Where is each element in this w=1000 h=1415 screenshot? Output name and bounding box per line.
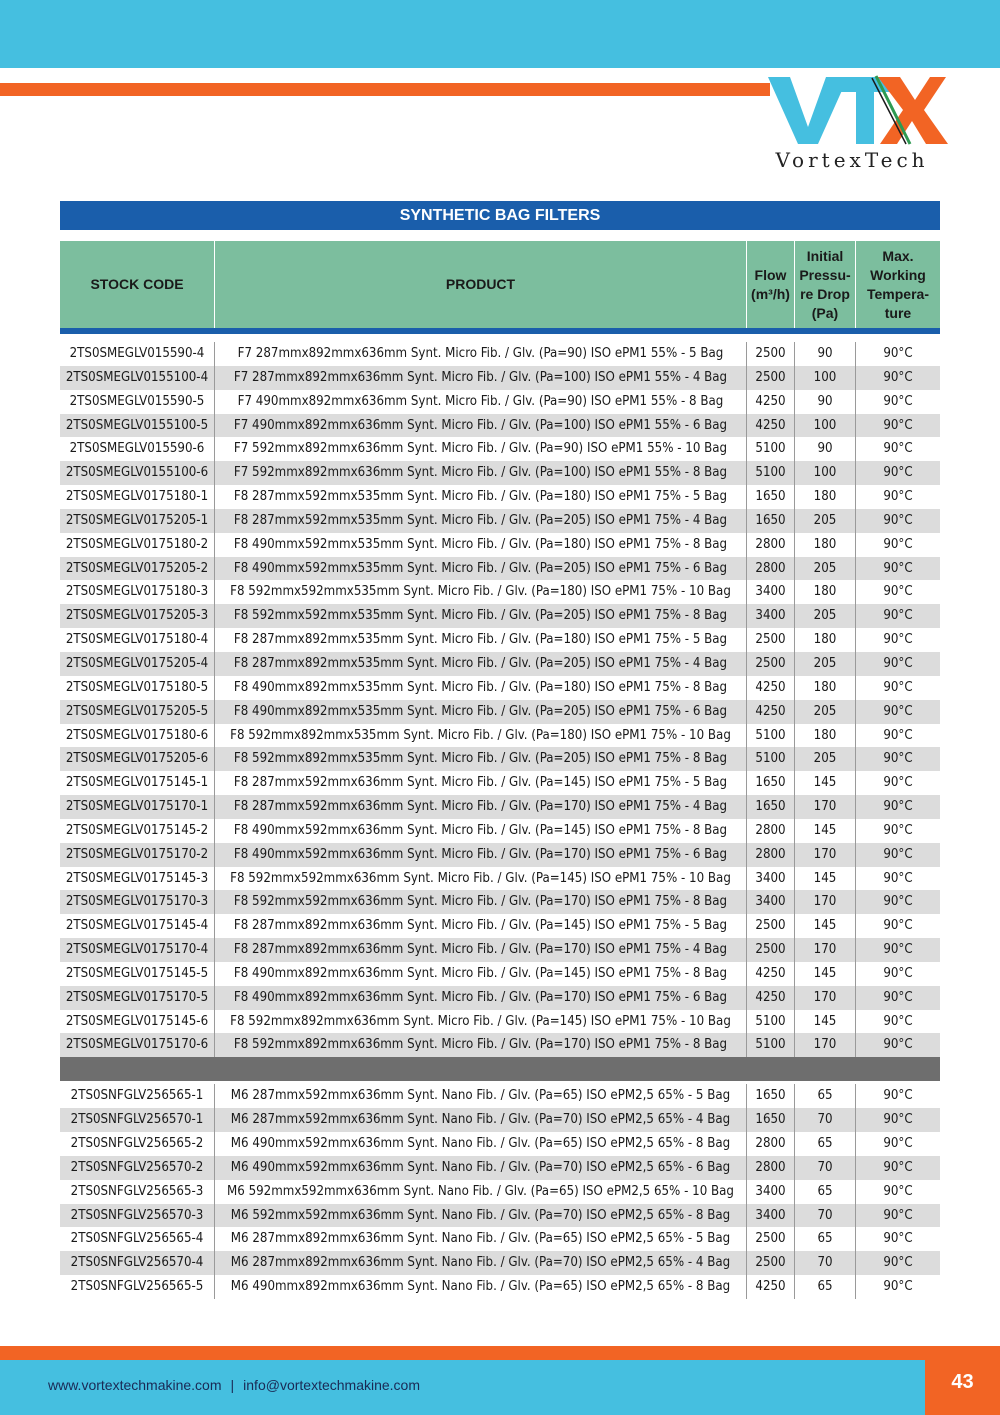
table-row xyxy=(60,938,940,962)
stock-code-cell: 2TS0SMEGLV015590-5 xyxy=(60,390,215,414)
table-row xyxy=(60,557,940,581)
product-cell: F8 490mmx592mmx535mm Synt. Micro Fib. / Glv. (Pa=180) ISO ePM1 75% - 8 Bag xyxy=(215,533,747,557)
table-row xyxy=(60,1033,940,1057)
stock-code-cell: 2TS0SNFGLV256570-3 xyxy=(60,1204,215,1228)
stock-code-cell: 2TS0SNFGLV256570-4 xyxy=(60,1251,215,1275)
temperature-cell: 90°C xyxy=(883,1255,913,1271)
footer-contact xyxy=(48,1377,420,1393)
temperature-cell: 90°C xyxy=(883,1112,913,1128)
product-cell: F7 490mmx892mmx636mm Synt. Micro Fib. / Glv. (Pa=100) ISO ePM1 55% - 6 Bag xyxy=(215,414,747,438)
flow-cell: 2800 xyxy=(747,843,795,867)
table-row xyxy=(60,843,940,867)
stock-code-cell: 2TS0SMEGLV0175145-5 xyxy=(60,962,215,986)
pressure-cell: 180 xyxy=(795,628,856,652)
stock-code-cell: 2TS0SMEGLV0175205-5 xyxy=(60,700,215,724)
stock-code-cell: 2TS0SMEGLV0175170-4 xyxy=(60,938,215,962)
website-link[interactable]: www.vortextechmakine.com xyxy=(48,1377,222,1393)
table-row xyxy=(60,533,940,557)
stock-code-cell: 2TS0SMEGLV0175180-3 xyxy=(60,580,215,604)
table-row xyxy=(60,1156,940,1180)
temperature-cell: 90°C xyxy=(883,1013,913,1029)
table-row xyxy=(60,1108,940,1132)
stock-code-cell: 2TS0SNFGLV256565-1 xyxy=(60,1084,215,1108)
temperature-cell: 90°C xyxy=(883,703,913,719)
table-row xyxy=(60,962,940,986)
flow-cell: 5100 xyxy=(747,437,795,461)
flow-cell: 3400 xyxy=(747,604,795,628)
stock-code-cell: 2TS0SMEGLV0155100-4 xyxy=(60,366,215,390)
pressure-cell: 180 xyxy=(795,724,856,748)
temperature-cell: 90°C xyxy=(883,346,913,361)
header-stock-code: STOCK CODE xyxy=(60,241,215,328)
temperature-cell: 90°C xyxy=(883,608,913,624)
temperature-cell: 90°C xyxy=(883,918,913,934)
flow-cell: 3400 xyxy=(747,580,795,604)
stock-code-cell: 2TS0SMEGLV0175205-4 xyxy=(60,652,215,676)
pressure-cell: 145 xyxy=(795,1010,856,1034)
flow-cell: 4250 xyxy=(747,700,795,724)
table-row xyxy=(60,509,940,533)
temperature-cell: 90°C xyxy=(883,417,913,433)
stock-code-cell: 2TS0SNFGLV256565-3 xyxy=(60,1180,215,1204)
header-pressure: Initial Pressu- re Drop (Pa) xyxy=(795,241,856,328)
table-row xyxy=(60,676,940,700)
product-cell: F8 287mmx892mmx535mm Synt. Micro Fib. / Glv. (Pa=205) ISO ePM1 75% - 4 Bag xyxy=(215,652,747,676)
brand-wordmark: VortexTech xyxy=(775,148,929,172)
product-cell: M6 592mmx592mmx636mm Synt. Nano Fib. / Glv. (Pa=70) ISO ePM2,5 65% - 8 Bag xyxy=(215,1204,747,1228)
flow-cell: 1650 xyxy=(747,485,795,509)
stock-code-cell: 2TS0SNFGLV256565-5 xyxy=(60,1275,215,1299)
table-row xyxy=(60,461,940,485)
temperature-cell: 90°C xyxy=(883,727,913,743)
product-cell: M6 287mmx892mmx636mm Synt. Nano Fib. / Glv. (Pa=70) ISO ePM2,5 65% - 4 Bag xyxy=(215,1251,747,1275)
product-cell: M6 490mmx892mmx636mm Synt. Nano Fib. / Glv. (Pa=65) ISO ePM2,5 65% - 8 Bag xyxy=(215,1275,747,1299)
stock-code-cell: 2TS0SMEGLV0175205-6 xyxy=(60,747,215,771)
pressure-cell: 205 xyxy=(795,509,856,533)
temperature-cell: 90°C xyxy=(883,393,913,409)
product-cell: F8 592mmx592mmx535mm Synt. Micro Fib. / Glv. (Pa=180) ISO ePM1 75% - 10 Bag xyxy=(215,580,747,604)
pressure-cell: 100 xyxy=(795,461,856,485)
temperature-cell: 90°C xyxy=(883,655,913,671)
stock-code-cell: 2TS0SNFGLV256570-1 xyxy=(60,1108,215,1132)
temperature-cell: 90°C xyxy=(883,965,913,981)
temperature-cell: 90°C xyxy=(883,1183,913,1199)
table-row xyxy=(60,867,940,891)
table-row xyxy=(60,700,940,724)
table-row xyxy=(60,485,940,509)
pressure-cell: 205 xyxy=(795,557,856,581)
pressure-cell: 145 xyxy=(795,914,856,938)
temperature-cell: 90°C xyxy=(883,799,913,815)
table-row xyxy=(60,771,940,795)
stock-code-cell: 2TS0SMEGLV0175145-6 xyxy=(60,1010,215,1034)
pressure-cell: 170 xyxy=(795,986,856,1010)
product-cell: M6 490mmx592mmx636mm Synt. Nano Fib. / Glv. (Pa=70) ISO ePM2,5 65% - 6 Bag xyxy=(215,1156,747,1180)
group-divider xyxy=(60,1057,940,1081)
flow-cell: 3400 xyxy=(747,1180,795,1204)
stock-code-cell: 2TS0SMEGLV0175180-4 xyxy=(60,628,215,652)
stock-code-cell: 2TS0SNFGLV256570-2 xyxy=(60,1156,215,1180)
table-row xyxy=(60,795,940,819)
pressure-cell: 100 xyxy=(795,366,856,390)
product-cell: F8 490mmx592mmx636mm Synt. Micro Fib. / Glv. (Pa=170) ISO ePM1 75% - 6 Bag xyxy=(215,843,747,867)
table-row xyxy=(60,724,940,748)
product-cell: F8 287mmx592mmx535mm Synt. Micro Fib. / Glv. (Pa=180) ISO ePM1 75% - 5 Bag xyxy=(215,485,747,509)
stock-code-cell: 2TS0SNFGLV256565-2 xyxy=(60,1132,215,1156)
product-cell: M6 287mmx892mmx636mm Synt. Nano Fib. / Glv. (Pa=65) ISO ePM2,5 65% - 5 Bag xyxy=(215,1227,747,1251)
pressure-cell: 100 xyxy=(795,414,856,438)
flow-cell: 1650 xyxy=(747,509,795,533)
stock-code-cell: 2TS0SMEGLV0175170-3 xyxy=(60,890,215,914)
flow-cell: 4250 xyxy=(747,676,795,700)
stock-code-cell: 2TS0SMEGLV0175205-3 xyxy=(60,604,215,628)
product-cell: F8 287mmx592mmx636mm Synt. Micro Fib. / Glv. (Pa=170) ISO ePM1 75% - 4 Bag xyxy=(215,795,747,819)
stock-code-cell: 2TS0SMEGLV0155100-6 xyxy=(60,461,215,485)
flow-cell: 2800 xyxy=(747,557,795,581)
product-cell: M6 592mmx592mmx636mm Synt. Nano Fib. / Glv. (Pa=65) ISO ePM2,5 65% - 10 Bag xyxy=(215,1180,747,1204)
flow-cell: 4250 xyxy=(747,962,795,986)
stock-code-cell: 2TS0SMEGLV0175170-2 xyxy=(60,843,215,867)
product-cell: M6 490mmx592mmx636mm Synt. Nano Fib. / Glv. (Pa=65) ISO ePM2,5 65% - 8 Bag xyxy=(215,1132,747,1156)
table-row xyxy=(60,1275,940,1299)
table-row xyxy=(60,747,940,771)
product-cell: F8 287mmx892mmx535mm Synt. Micro Fib. / Glv. (Pa=180) ISO ePM1 75% - 5 Bag xyxy=(215,628,747,652)
temperature-cell: 90°C xyxy=(883,1037,913,1053)
product-cell: F8 287mmx892mmx636mm Synt. Micro Fib. / Glv. (Pa=170) ISO ePM1 75% - 4 Bag xyxy=(215,938,747,962)
stock-code-cell: 2TS0SMEGLV0175145-3 xyxy=(60,867,215,891)
flow-cell: 3400 xyxy=(747,890,795,914)
flow-cell: 5100 xyxy=(747,461,795,485)
temperature-cell: 90°C xyxy=(883,489,913,505)
temperature-cell: 90°C xyxy=(883,822,913,838)
header-temperature: Max. Working Tempera- ture xyxy=(867,247,929,321)
product-table xyxy=(60,241,940,1299)
header-product: PRODUCT xyxy=(215,241,747,328)
flow-cell: 2500 xyxy=(747,652,795,676)
flow-cell: 2800 xyxy=(747,1156,795,1180)
flow-cell: 5100 xyxy=(747,747,795,771)
pressure-cell: 205 xyxy=(795,700,856,724)
pressure-cell: 180 xyxy=(795,533,856,557)
table-row xyxy=(60,1227,940,1251)
flow-cell: 2500 xyxy=(747,366,795,390)
pressure-cell: 145 xyxy=(795,867,856,891)
table-row xyxy=(60,414,940,438)
table-row xyxy=(60,1180,940,1204)
flow-cell: 2500 xyxy=(747,1251,795,1275)
temperature-cell: 90°C xyxy=(883,679,913,695)
flow-cell: 2800 xyxy=(747,533,795,557)
temperature-cell: 90°C xyxy=(883,441,913,457)
pressure-cell: 65 xyxy=(795,1275,856,1299)
temperature-cell: 90°C xyxy=(883,989,913,1005)
pressure-cell: 180 xyxy=(795,485,856,509)
flow-cell: 5100 xyxy=(747,724,795,748)
product-cell: M6 287mmx592mmx636mm Synt. Nano Fib. / Glv. (Pa=70) ISO ePM2,5 65% - 4 Bag xyxy=(215,1108,747,1132)
stock-code-cell: 2TS0SMEGLV015590-4 xyxy=(60,342,215,366)
stock-code-cell: 2TS0SMEGLV0175205-2 xyxy=(60,557,215,581)
table-group-nano xyxy=(60,1084,940,1299)
flow-cell: 1650 xyxy=(747,795,795,819)
temperature-cell: 90°C xyxy=(883,1159,913,1175)
pressure-cell: 70 xyxy=(795,1108,856,1132)
temperature-cell: 90°C xyxy=(883,465,913,481)
pressure-cell: 90 xyxy=(795,342,856,366)
pressure-cell: 145 xyxy=(795,819,856,843)
pressure-cell: 90 xyxy=(795,390,856,414)
product-cell: F7 592mmx892mmx636mm Synt. Micro Fib. / Glv. (Pa=100) ISO ePM1 55% - 8 Bag xyxy=(215,461,747,485)
stock-code-cell: 2TS0SMEGLV0175180-1 xyxy=(60,485,215,509)
table-row xyxy=(60,652,940,676)
header-flow: Flow (m³/h) xyxy=(747,241,795,328)
pressure-cell: 170 xyxy=(795,1033,856,1057)
flow-cell: 2500 xyxy=(747,914,795,938)
temperature-cell: 90°C xyxy=(883,870,913,886)
product-cell: F8 490mmx892mmx636mm Synt. Micro Fib. / Glv. (Pa=145) ISO ePM1 75% - 8 Bag xyxy=(215,962,747,986)
email-link[interactable]: info@vortextechmakine.com xyxy=(243,1377,420,1393)
flow-cell: 1650 xyxy=(747,771,795,795)
temperature-cell: 90°C xyxy=(883,1231,913,1247)
pressure-cell: 205 xyxy=(795,604,856,628)
stock-code-cell: 2TS0SMEGLV015590-6 xyxy=(60,437,215,461)
flow-cell: 2500 xyxy=(747,1227,795,1251)
product-cell: F8 287mmx592mmx636mm Synt. Micro Fib. / Glv. (Pa=145) ISO ePM1 75% - 5 Bag xyxy=(215,771,747,795)
product-cell: F7 592mmx892mmx636mm Synt. Micro Fib. / Glv. (Pa=90) ISO ePM1 55% - 10 Bag xyxy=(215,437,747,461)
table-row xyxy=(60,366,940,390)
temperature-cell: 90°C xyxy=(883,1279,913,1295)
bottom-orange-stripe xyxy=(0,1346,1000,1360)
table-header xyxy=(60,241,940,328)
temperature-cell: 90°C xyxy=(883,632,913,648)
temperature-cell: 90°C xyxy=(883,369,913,385)
pressure-cell: 65 xyxy=(795,1227,856,1251)
pressure-cell: 205 xyxy=(795,652,856,676)
product-cell: F8 490mmx892mmx535mm Synt. Micro Fib. / Glv. (Pa=205) ISO ePM1 75% - 6 Bag xyxy=(215,700,747,724)
top-cyan-band xyxy=(0,0,1000,68)
product-cell: F8 592mmx892mmx636mm Synt. Micro Fib. / Glv. (Pa=145) ISO ePM1 75% - 10 Bag xyxy=(215,1010,747,1034)
flow-cell: 2500 xyxy=(747,628,795,652)
product-cell: F8 592mmx892mmx535mm Synt. Micro Fib. / Glv. (Pa=205) ISO ePM1 75% - 8 Bag xyxy=(215,747,747,771)
pressure-cell: 70 xyxy=(795,1204,856,1228)
stock-code-cell: 2TS0SMEGLV0155100-5 xyxy=(60,414,215,438)
pressure-cell: 170 xyxy=(795,890,856,914)
pressure-cell: 170 xyxy=(795,938,856,962)
table-row xyxy=(60,1204,940,1228)
product-cell: F7 287mmx892mmx636mm Synt. Micro Fib. / Glv. (Pa=100) ISO ePM1 55% - 4 Bag xyxy=(215,366,747,390)
pressure-cell: 65 xyxy=(795,1084,856,1108)
stock-code-cell: 2TS0SMEGLV0175180-6 xyxy=(60,724,215,748)
table-row xyxy=(60,914,940,938)
pressure-cell: 65 xyxy=(795,1180,856,1204)
product-cell: F8 592mmx592mmx636mm Synt. Micro Fib. / Glv. (Pa=145) ISO ePM1 75% - 10 Bag xyxy=(215,867,747,891)
pressure-cell: 145 xyxy=(795,962,856,986)
temperature-cell: 90°C xyxy=(883,942,913,958)
flow-cell: 4250 xyxy=(747,1275,795,1299)
table-group-micro xyxy=(60,342,940,1057)
table-row xyxy=(60,628,940,652)
temperature-cell: 90°C xyxy=(883,584,913,600)
stock-code-cell: 2TS0SMEGLV0175180-2 xyxy=(60,533,215,557)
pressure-cell: 90 xyxy=(795,437,856,461)
flow-cell: 1650 xyxy=(747,1084,795,1108)
section-title: SYNTHETIC BAG FILTERS xyxy=(60,201,940,230)
temperature-cell: 90°C xyxy=(883,560,913,576)
product-cell: F7 287mmx892mmx636mm Synt. Micro Fib. / Glv. (Pa=90) ISO ePM1 55% - 5 Bag xyxy=(215,342,747,366)
page-number: 43 xyxy=(925,1350,1000,1415)
stock-code-cell: 2TS0SMEGLV0175145-1 xyxy=(60,771,215,795)
stock-code-cell: 2TS0SMEGLV0175145-4 xyxy=(60,914,215,938)
flow-cell: 4250 xyxy=(747,390,795,414)
flow-cell: 2500 xyxy=(747,938,795,962)
table-row xyxy=(60,390,940,414)
product-cell: F8 592mmx592mmx535mm Synt. Micro Fib. / Glv. (Pa=205) ISO ePM1 75% - 8 Bag xyxy=(215,604,747,628)
product-cell: F8 490mmx592mmx535mm Synt. Micro Fib. / Glv. (Pa=205) ISO ePM1 75% - 6 Bag xyxy=(215,557,747,581)
product-cell: F8 490mmx892mmx535mm Synt. Micro Fib. / Glv. (Pa=180) ISO ePM1 75% - 8 Bag xyxy=(215,676,747,700)
table-row xyxy=(60,437,940,461)
product-cell: F8 592mmx592mmx636mm Synt. Micro Fib. / Glv. (Pa=170) ISO ePM1 75% - 8 Bag xyxy=(215,890,747,914)
product-cell: F7 490mmx892mmx636mm Synt. Micro Fib. / Glv. (Pa=90) ISO ePM1 55% - 8 Bag xyxy=(215,390,747,414)
stock-code-cell: 2TS0SNFGLV256565-4 xyxy=(60,1227,215,1251)
table-row xyxy=(60,819,940,843)
table-row xyxy=(60,342,940,366)
flow-cell: 2800 xyxy=(747,819,795,843)
product-cell: F8 592mmx892mmx636mm Synt. Micro Fib. / Glv. (Pa=170) ISO ePM1 75% - 8 Bag xyxy=(215,1033,747,1057)
temperature-cell: 90°C xyxy=(883,512,913,528)
table-row xyxy=(60,890,940,914)
table-row xyxy=(60,1084,940,1108)
flow-cell: 3400 xyxy=(747,1204,795,1228)
temperature-cell: 90°C xyxy=(883,1207,913,1223)
stock-code-cell: 2TS0SMEGLV0175180-5 xyxy=(60,676,215,700)
table-row xyxy=(60,1132,940,1156)
stock-code-cell: 2TS0SMEGLV0175145-2 xyxy=(60,819,215,843)
flow-cell: 4250 xyxy=(747,986,795,1010)
table-row xyxy=(60,1010,940,1034)
flow-cell: 1650 xyxy=(747,1108,795,1132)
product-cell: F8 490mmx892mmx636mm Synt. Micro Fib. / Glv. (Pa=170) ISO ePM1 75% - 6 Bag xyxy=(215,986,747,1010)
temperature-cell: 90°C xyxy=(883,1088,913,1104)
flow-cell: 5100 xyxy=(747,1010,795,1034)
product-cell: F8 287mmx892mmx636mm Synt. Micro Fib. / Glv. (Pa=145) ISO ePM1 75% - 5 Bag xyxy=(215,914,747,938)
temperature-cell: 90°C xyxy=(883,894,913,910)
footer-separator: | xyxy=(230,1377,235,1393)
table-row xyxy=(60,604,940,628)
temperature-cell: 90°C xyxy=(883,846,913,862)
flow-cell: 4250 xyxy=(747,414,795,438)
pressure-cell: 70 xyxy=(795,1156,856,1180)
pressure-cell: 70 xyxy=(795,1251,856,1275)
flow-cell: 2500 xyxy=(747,342,795,366)
table-row xyxy=(60,1251,940,1275)
stock-code-cell: 2TS0SMEGLV0175170-6 xyxy=(60,1033,215,1057)
pressure-cell: 170 xyxy=(795,795,856,819)
stock-code-cell: 2TS0SMEGLV0175170-1 xyxy=(60,795,215,819)
product-cell: F8 490mmx592mmx636mm Synt. Micro Fib. / Glv. (Pa=145) ISO ePM1 75% - 8 Bag xyxy=(215,819,747,843)
temperature-cell: 90°C xyxy=(883,751,913,767)
pressure-cell: 180 xyxy=(795,676,856,700)
temperature-cell: 90°C xyxy=(883,775,913,791)
stock-code-cell: 2TS0SMEGLV0175170-5 xyxy=(60,986,215,1010)
pressure-cell: 180 xyxy=(795,580,856,604)
product-cell: F8 592mmx892mmx535mm Synt. Micro Fib. / Glv. (Pa=180) ISO ePM1 75% - 10 Bag xyxy=(215,724,747,748)
temperature-cell: 90°C xyxy=(883,536,913,552)
pressure-cell: 65 xyxy=(795,1132,856,1156)
pressure-cell: 170 xyxy=(795,843,856,867)
flow-cell: 3400 xyxy=(747,867,795,891)
pressure-cell: 205 xyxy=(795,747,856,771)
table-row xyxy=(60,580,940,604)
flow-cell: 2800 xyxy=(747,1132,795,1156)
table-row xyxy=(60,986,940,1010)
flow-cell: 5100 xyxy=(747,1033,795,1057)
pressure-cell: 145 xyxy=(795,771,856,795)
stock-code-cell: 2TS0SMEGLV0175205-1 xyxy=(60,509,215,533)
top-orange-stripe xyxy=(0,83,770,96)
temperature-cell: 90°C xyxy=(883,1136,913,1151)
product-cell: F8 287mmx592mmx535mm Synt. Micro Fib. / Glv. (Pa=205) ISO ePM1 75% - 4 Bag xyxy=(215,509,747,533)
product-cell: M6 287mmx592mmx636mm Synt. Nano Fib. / Glv. (Pa=65) ISO ePM2,5 65% - 5 Bag xyxy=(215,1084,747,1108)
